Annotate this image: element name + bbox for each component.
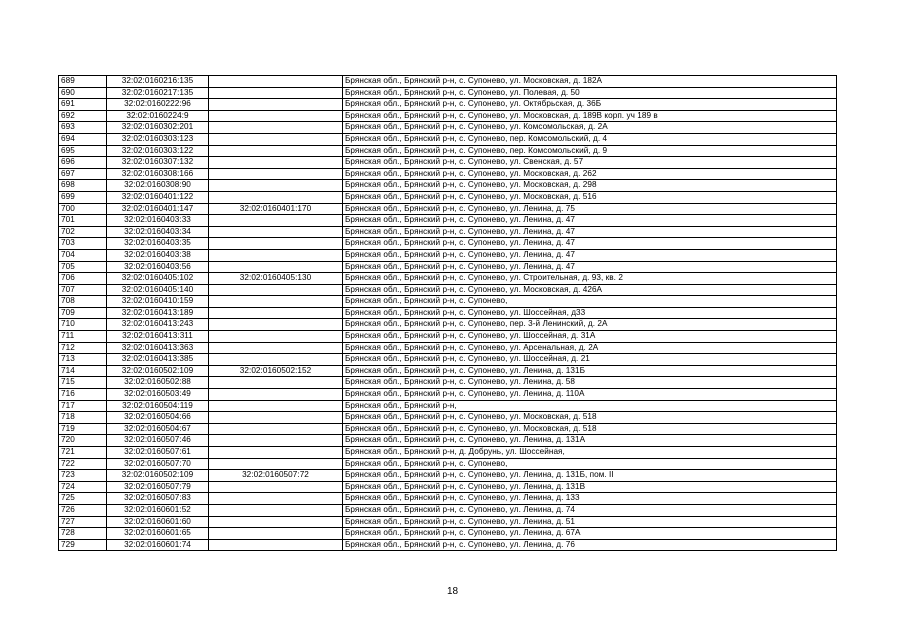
row-number-cell: 698 — [59, 180, 107, 192]
table-row — [59, 435, 837, 447]
linked-cadastral-cell: 32:02:0160502:152 — [209, 365, 343, 377]
address-cell: Брянская обл., Брянский р-н, — [343, 400, 837, 412]
linked-cadastral-cell — [209, 516, 343, 528]
linked-cadastral-cell — [209, 528, 343, 540]
address-cell: Брянская обл., Брянский р-н, с. Супонево, ул. Московская, д. 516 — [343, 191, 837, 203]
table-row — [59, 493, 837, 505]
cadastral-number-cell: 32:02:0160413:311 — [107, 331, 209, 343]
address-cell: Брянская обл., Брянский р-н, с. Супонево, ул. Шоссейная, д. 21 — [343, 354, 837, 366]
cadastral-number-cell: 32:02:0160413:243 — [107, 319, 209, 331]
address-cell: Брянская обл., Брянский р-н, с. Супонево, ул. Свенская, д. 57 — [343, 157, 837, 169]
table-row — [59, 87, 837, 99]
linked-cadastral-cell — [209, 122, 343, 134]
row-number-cell: 689 — [59, 76, 107, 88]
address-cell: Брянская обл., Брянский р-н, с. Супонево, ул. Ленина, д. 47 — [343, 215, 837, 227]
row-number-cell: 703 — [59, 238, 107, 250]
linked-cadastral-cell — [209, 191, 343, 203]
cadastral-number-cell: 32:02:0160303:122 — [107, 145, 209, 157]
cadastral-number-cell: 32:02:0160502:109 — [107, 470, 209, 482]
linked-cadastral-cell — [209, 447, 343, 459]
linked-cadastral-cell — [209, 539, 343, 551]
linked-cadastral-cell — [209, 354, 343, 366]
linked-cadastral-cell — [209, 423, 343, 435]
row-number-cell: 722 — [59, 458, 107, 470]
linked-cadastral-cell — [209, 180, 343, 192]
row-number-cell: 712 — [59, 342, 107, 354]
table-row — [59, 296, 837, 308]
page-number: 18 — [446, 586, 459, 597]
row-number-cell: 714 — [59, 365, 107, 377]
row-number-cell: 696 — [59, 157, 107, 169]
address-cell: Брянская обл., Брянский р-н, с. Супонево, ул. Ленина, д. 58 — [343, 377, 837, 389]
address-cell: Брянская обл., Брянский р-н, с. Супонево, — [343, 296, 837, 308]
table-row — [59, 354, 837, 366]
row-number-cell: 693 — [59, 122, 107, 134]
address-cell: Брянская обл., Брянский р-н, с. Супонево, ул. Ленина, д. 75 — [343, 203, 837, 215]
table-row — [59, 133, 837, 145]
table-row — [59, 342, 837, 354]
table-row — [59, 377, 837, 389]
cadastral-number-cell: 32:02:0160507:61 — [107, 447, 209, 459]
table-row — [59, 180, 837, 192]
cadastral-number-cell: 32:02:0160403:38 — [107, 249, 209, 261]
cadastral-number-cell: 32:02:0160308:90 — [107, 180, 209, 192]
address-cell: Брянская обл., Брянский р-н, с. Супонево, ул. Ленина, д. 74 — [343, 504, 837, 516]
linked-cadastral-cell — [209, 87, 343, 99]
linked-cadastral-cell — [209, 215, 343, 227]
address-cell: Брянская обл., Брянский р-н, с. Супонево, ул. Московская, д. 518 — [343, 412, 837, 424]
row-number-cell: 709 — [59, 307, 107, 319]
linked-cadastral-cell — [209, 412, 343, 424]
address-cell: Брянская обл., Брянский р-н, с. Супонево, пер. 3-й Ленинский, д. 2А — [343, 319, 837, 331]
address-cell: Брянская обл., Брянский р-н, с. Супонево, ул. Ленина, д. 76 — [343, 539, 837, 551]
cadastral-number-cell: 32:02:0160303:123 — [107, 133, 209, 145]
row-number-cell: 713 — [59, 354, 107, 366]
cadastral-number-cell: 32:02:0160307:132 — [107, 157, 209, 169]
table-row — [59, 215, 837, 227]
address-cell: Брянская обл., Брянский р-н, с. Супонево, ул. Ленина, д. 131В — [343, 481, 837, 493]
cadastral-number-cell: 32:02:0160413:363 — [107, 342, 209, 354]
cadastral-number-cell: 32:02:0160410:159 — [107, 296, 209, 308]
table-row — [59, 458, 837, 470]
table-row — [59, 249, 837, 261]
linked-cadastral-cell — [209, 110, 343, 122]
linked-cadastral-cell — [209, 296, 343, 308]
table-row — [59, 470, 837, 482]
cadastral-number-cell: 32:02:0160403:35 — [107, 238, 209, 250]
address-cell: Брянская обл., Брянский р-н, с. Супонево, ул. Московская, д. 182А — [343, 76, 837, 88]
cadastral-number-cell: 32:02:0160507:70 — [107, 458, 209, 470]
row-number-cell: 724 — [59, 481, 107, 493]
linked-cadastral-cell — [209, 319, 343, 331]
cadastral-number-cell: 32:02:0160601:52 — [107, 504, 209, 516]
row-number-cell: 710 — [59, 319, 107, 331]
address-cell: Брянская обл., Брянский р-н, с. Супонево, ул. Ленина, д. 133 — [343, 493, 837, 505]
linked-cadastral-cell — [209, 331, 343, 343]
address-cell: Брянская обл., Брянский р-н, д. Добрунь, ул. Шоссейная, — [343, 447, 837, 459]
table-row — [59, 203, 837, 215]
address-cell: Брянская обл., Брянский р-н, с. Супонево, пер. Комсомольский, д. 9 — [343, 145, 837, 157]
cadastral-number-cell: 32:02:0160222:96 — [107, 99, 209, 111]
row-number-cell: 700 — [59, 203, 107, 215]
row-number-cell: 717 — [59, 400, 107, 412]
row-number-cell: 719 — [59, 423, 107, 435]
cadastral-number-cell: 32:02:0160403:56 — [107, 261, 209, 273]
address-cell: Брянская обл., Брянский р-н, с. Супонево, ул. Московская, д. 298 — [343, 180, 837, 192]
table-row — [59, 504, 837, 516]
linked-cadastral-cell — [209, 493, 343, 505]
linked-cadastral-cell — [209, 389, 343, 401]
row-number-cell: 707 — [59, 284, 107, 296]
row-number-cell: 705 — [59, 261, 107, 273]
address-cell: Брянская обл., Брянский р-н, с. Супонево, ул. Ленина, д. 47 — [343, 249, 837, 261]
cadastral-number-cell: 32:02:0160401:147 — [107, 203, 209, 215]
address-cell: Брянская обл., Брянский р-н, с. Супонево, ул. Ленина, д. 47 — [343, 238, 837, 250]
table-row — [59, 481, 837, 493]
cadastral-table — [58, 75, 837, 551]
row-number-cell: 691 — [59, 99, 107, 111]
table-row — [59, 319, 837, 331]
table-row — [59, 447, 837, 459]
row-number-cell: 694 — [59, 133, 107, 145]
linked-cadastral-cell — [209, 458, 343, 470]
row-number-cell: 723 — [59, 470, 107, 482]
row-number-cell: 702 — [59, 226, 107, 238]
linked-cadastral-cell — [209, 249, 343, 261]
cadastral-number-cell: 32:02:0160224:9 — [107, 110, 209, 122]
row-number-cell: 706 — [59, 273, 107, 285]
cadastral-number-cell: 32:02:0160302:201 — [107, 122, 209, 134]
row-number-cell: 715 — [59, 377, 107, 389]
linked-cadastral-cell — [209, 284, 343, 296]
address-cell: Брянская обл., Брянский р-н, с. Супонево, ул. Московская, д. 262 — [343, 168, 837, 180]
table-row — [59, 273, 837, 285]
table-row — [59, 365, 837, 377]
address-cell: Брянская обл., Брянский р-н, с. Супонево, ул. Ленина, д. 131А — [343, 435, 837, 447]
address-cell: Брянская обл., Брянский р-н, с. Супонево, ул. Ленина, д. 110А — [343, 389, 837, 401]
cadastral-number-cell: 32:02:0160413:189 — [107, 307, 209, 319]
address-cell: Брянская обл., Брянский р-н, с. Супонево, ул. Московская, д. 189В корп. уч 189 в — [343, 110, 837, 122]
table-row — [59, 331, 837, 343]
row-number-cell: 699 — [59, 191, 107, 203]
table-row — [59, 99, 837, 111]
linked-cadastral-cell — [209, 238, 343, 250]
table-row — [59, 423, 837, 435]
table-row — [59, 539, 837, 551]
table-row — [59, 412, 837, 424]
linked-cadastral-cell — [209, 342, 343, 354]
cadastral-number-cell: 32:02:0160308:166 — [107, 168, 209, 180]
row-number-cell: 720 — [59, 435, 107, 447]
cadastral-number-cell: 32:02:0160507:83 — [107, 493, 209, 505]
row-number-cell: 716 — [59, 389, 107, 401]
cadastral-number-cell: 32:02:0160503:49 — [107, 389, 209, 401]
linked-cadastral-cell — [209, 307, 343, 319]
cadastral-number-cell: 32:02:0160405:102 — [107, 273, 209, 285]
address-cell: Брянская обл., Брянский р-н, с. Супонево, ул. Шоссейная, д33 — [343, 307, 837, 319]
address-cell: Брянская обл., Брянский р-н, с. Супонево, ул. Ленина, д. 51 — [343, 516, 837, 528]
cadastral-number-cell: 32:02:0160405:140 — [107, 284, 209, 296]
address-cell: Брянская обл., Брянский р-н, с. Супонево, ул. Шоссейная, д. 31А — [343, 331, 837, 343]
linked-cadastral-cell — [209, 435, 343, 447]
linked-cadastral-cell — [209, 76, 343, 88]
table-row — [59, 516, 837, 528]
cadastral-number-cell: 32:02:0160601:60 — [107, 516, 209, 528]
linked-cadastral-cell — [209, 99, 343, 111]
row-number-cell: 690 — [59, 87, 107, 99]
table-row — [59, 238, 837, 250]
row-number-cell: 711 — [59, 331, 107, 343]
linked-cadastral-cell: 32:02:0160507:72 — [209, 470, 343, 482]
address-cell: Брянская обл., Брянский р-н, с. Супонево, ул. Ленина, д. 47 — [343, 226, 837, 238]
row-number-cell: 721 — [59, 447, 107, 459]
address-cell: Брянская обл., Брянский р-н, с. Супонево, ул. Ленина, д. 131Б — [343, 365, 837, 377]
address-cell: Брянская обл., Брянский р-н, с. Супонево, ул. Строительная, д. 93, кв. 2 — [343, 273, 837, 285]
row-number-cell: 726 — [59, 504, 107, 516]
linked-cadastral-cell — [209, 261, 343, 273]
linked-cadastral-cell — [209, 226, 343, 238]
row-number-cell: 708 — [59, 296, 107, 308]
table-row — [59, 226, 837, 238]
cadastral-number-cell: 32:02:0160403:33 — [107, 215, 209, 227]
cadastral-number-cell: 32:02:0160601:74 — [107, 539, 209, 551]
address-cell: Брянская обл., Брянский р-н, с. Супонево, ул. Полевая, д. 50 — [343, 87, 837, 99]
row-number-cell: 725 — [59, 493, 107, 505]
row-number-cell: 729 — [59, 539, 107, 551]
cadastral-number-cell: 32:02:0160401:122 — [107, 191, 209, 203]
cadastral-number-cell: 32:02:0160504:66 — [107, 412, 209, 424]
table-row — [59, 76, 837, 88]
table-row — [59, 168, 837, 180]
row-number-cell: 718 — [59, 412, 107, 424]
address-cell: Брянская обл., Брянский р-н, с. Супонево, ул. Комсомольская, д. 2А — [343, 122, 837, 134]
linked-cadastral-cell: 32:02:0160401:170 — [209, 203, 343, 215]
table-row — [59, 157, 837, 169]
table-row — [59, 528, 837, 540]
table-row — [59, 145, 837, 157]
row-number-cell: 704 — [59, 249, 107, 261]
cadastral-number-cell: 32:02:0160413:385 — [107, 354, 209, 366]
address-cell: Брянская обл., Брянский р-н, с. Супонево, — [343, 458, 837, 470]
linked-cadastral-cell — [209, 377, 343, 389]
table-row — [59, 400, 837, 412]
linked-cadastral-cell — [209, 157, 343, 169]
table-row — [59, 191, 837, 203]
address-cell: Брянская обл., Брянский р-н, с. Супонево, ул. Ленина, д. 67А — [343, 528, 837, 540]
row-number-cell: 692 — [59, 110, 107, 122]
address-cell: Брянская обл., Брянский р-н, с. Супонево, ул. Октябрьская, д. 36Б — [343, 99, 837, 111]
cadastral-number-cell: 32:02:0160601:65 — [107, 528, 209, 540]
address-cell: Брянская обл., Брянский р-н, с. Супонево, пер. Комсомольский, д. 4 — [343, 133, 837, 145]
linked-cadastral-cell: 32:02:0160405:130 — [209, 273, 343, 285]
table-body — [59, 76, 837, 551]
address-cell: Брянская обл., Брянский р-н, с. Супонево, ул. Московская, д. 426А — [343, 284, 837, 296]
address-cell: Брянская обл., Брянский р-н, с. Супонево, ул. Ленина, д. 131Б, пом. II — [343, 470, 837, 482]
address-cell: Брянская обл., Брянский р-н, с. Супонево, ул. Арсенальная, д. 2А — [343, 342, 837, 354]
row-number-cell: 695 — [59, 145, 107, 157]
address-cell: Брянская обл., Брянский р-н, с. Супонево, ул. Ленина, д. 47 — [343, 261, 837, 273]
cadastral-number-cell: 32:02:0160504:119 — [107, 400, 209, 412]
table-row — [59, 122, 837, 134]
cadastral-number-cell: 32:02:0160504:67 — [107, 423, 209, 435]
table-row — [59, 261, 837, 273]
row-number-cell: 728 — [59, 528, 107, 540]
linked-cadastral-cell — [209, 481, 343, 493]
linked-cadastral-cell — [209, 133, 343, 145]
cadastral-number-cell: 32:02:0160507:79 — [107, 481, 209, 493]
cadastral-number-cell: 32:02:0160217:135 — [107, 87, 209, 99]
linked-cadastral-cell — [209, 504, 343, 516]
cadastral-number-cell: 32:02:0160507:46 — [107, 435, 209, 447]
cadastral-number-cell: 32:02:0160502:88 — [107, 377, 209, 389]
cadastral-number-cell: 32:02:0160216:135 — [107, 76, 209, 88]
address-cell: Брянская обл., Брянский р-н, с. Супонево, ул. Московская, д. 518 — [343, 423, 837, 435]
row-number-cell: 701 — [59, 215, 107, 227]
table-row — [59, 307, 837, 319]
table-row — [59, 110, 837, 122]
row-number-cell: 727 — [59, 516, 107, 528]
linked-cadastral-cell — [209, 145, 343, 157]
cadastral-number-cell: 32:02:0160403:34 — [107, 226, 209, 238]
row-number-cell: 697 — [59, 168, 107, 180]
cadastral-number-cell: 32:02:0160502:109 — [107, 365, 209, 377]
linked-cadastral-cell — [209, 400, 343, 412]
linked-cadastral-cell — [209, 168, 343, 180]
table-row — [59, 284, 837, 296]
table-row — [59, 389, 837, 401]
